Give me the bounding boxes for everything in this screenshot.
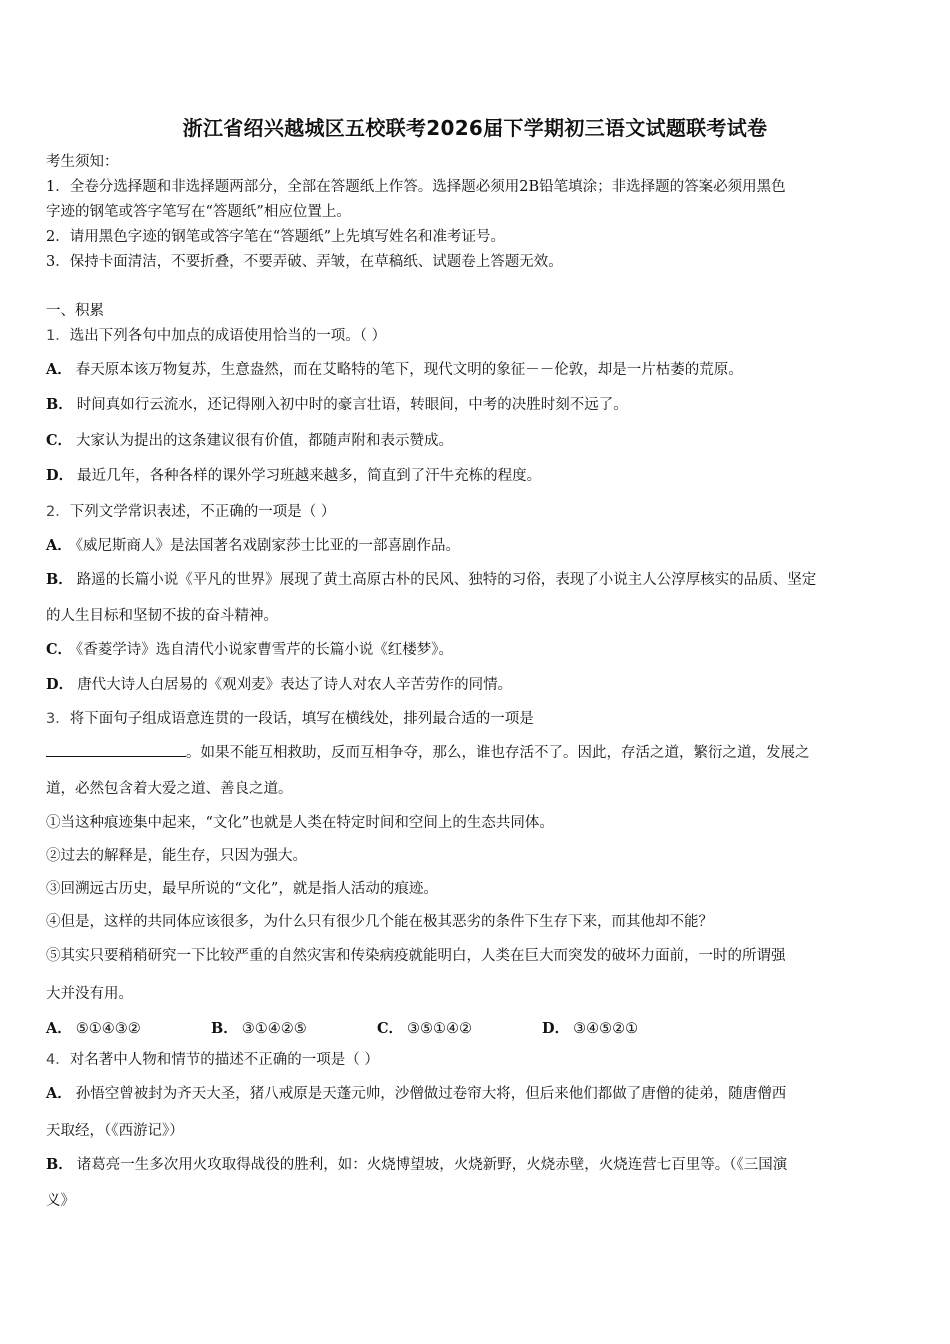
option-letter: B． <box>46 571 73 588</box>
question-2-option-b <box>46 570 908 590</box>
question-2-option-a <box>46 536 908 556</box>
question-text: 选出下列各句中加点的成语使用恰当的一项。（ ） <box>69 328 387 344</box>
notice-heading: 考生须知： <box>46 154 119 170</box>
question-2-option-c <box>46 640 908 660</box>
question-number: 2． <box>46 504 70 520</box>
option-text: 《威尼斯商人》是法国著名戏剧家莎士比亚的一部喜剧作品。 <box>75 538 461 554</box>
question-text: 将下面句子组成语意连贯的一段话，填写在横线处，排列最合适的一项是 <box>69 711 534 727</box>
question-3-passage <box>46 742 908 763</box>
option-text: 诸葛亮一生多次用火攻取得战役的胜利，如：火烧博望坡，火烧新野，火烧赤壁，火烧连营七百里等。（《三国演 <box>76 1157 788 1173</box>
option-text: ⑤①④③② <box>75 1021 141 1037</box>
question-number: 4． <box>46 1052 70 1068</box>
question-3-sentence: ①当这种痕迹集中起来，“文化”也就是人类在特定时间和空间上的生态共同体。 <box>46 815 554 831</box>
option-text: 孙悟空曾被封为齐天大圣，猪八戒原是天蓬元帅，沙僧做过卷帘大将，但后来他们都做了唐僧的徒弟，随唐僧西 <box>75 1086 787 1102</box>
question-4-option-b <box>46 1155 908 1175</box>
question-3-sentence: ⑤其实只要稍稍研究一下比较严重的自然灾害和传染病疫就能明白，人类在巨大而突发的破坏力面前，一时的所谓强 <box>46 948 786 964</box>
option-letter: C． <box>377 1020 404 1037</box>
question-3-stem <box>46 709 908 729</box>
option-text: 路遥的长篇小说《平凡的世界》展现了黄土高原古朴的民风、独特的习俗，表现了小说主人公淳厚核实的品质、坚定 <box>76 572 817 588</box>
question-number: 1． <box>46 328 70 344</box>
question-2-option-d <box>46 675 908 695</box>
option-text: ③⑤①④② <box>407 1021 473 1037</box>
question-1-stem <box>46 326 908 346</box>
option-text: 最近几年，各种各样的课外学习班越来越多，简直到了汗牛充栋的程度。 <box>77 468 542 484</box>
question-number: 3． <box>46 711 70 727</box>
option-letter: D． <box>46 467 74 484</box>
section-heading: 一、积累 <box>46 303 104 319</box>
option-text: 《香菱学诗》选自清代小说家曹雪芹的长篇小说《红楼梦》。 <box>76 642 454 658</box>
question-1-option-c <box>46 431 908 451</box>
question-1-option-b <box>46 395 908 415</box>
question-3-passage-continued: 道，必然包含着大爱之道、善良之道。 <box>46 781 293 797</box>
question-4-option-a <box>46 1084 908 1104</box>
question-text: 下列文学常识表述，不正确的一项是（ ） <box>69 504 336 520</box>
notice-item: 3．保持卡面清洁，不要折叠，不要弄破、弄皱，在草稿纸、试题卷上答题无效。 <box>46 254 563 270</box>
option-letter: B． <box>46 1156 73 1173</box>
question-4-option-b-continued: 义》 <box>46 1193 75 1209</box>
option-text: ③④⑤②① <box>573 1021 639 1037</box>
option-text: 大家认为提出的这条建议很有价值，都随声附和表示赞成。 <box>76 433 454 449</box>
option-letter: A． <box>46 1085 72 1102</box>
choice-a <box>46 1017 141 1038</box>
option-letter: B． <box>46 396 73 413</box>
option-text: 春天原本该万物复苏，生意盎然，而在艾略特的笔下，现代文明的象征－－伦敦，却是一片枯萎的荒原。 <box>75 362 743 378</box>
question-3-sentence: ③回溯远古历史，最早所说的“文化”，就是指人活动的痕迹。 <box>46 881 438 897</box>
question-2-stem <box>46 502 908 522</box>
option-letter: A． <box>46 537 72 554</box>
option-letter: C． <box>46 432 73 449</box>
option-letter: B． <box>211 1020 238 1037</box>
page-title: 浙江省绍兴越城区五校联考2026届下学期初三语文试题联考试卷 <box>182 116 768 140</box>
question-4-option-a-continued: 天取经，（《西游记》） <box>46 1123 184 1139</box>
notice-item: 1．全卷分选择题和非选择题两部分，全部在答题纸上作答。选择题必须用2B铅笔填涂；非选择题的答案必须用黑色 <box>46 179 786 195</box>
question-1-option-a <box>46 360 908 380</box>
notice-item: 字迹的钢笔或答字笔写在“答题纸”相应位置上。 <box>46 204 351 220</box>
question-3-sentence: ④但是，这样的共同体应该很多，为什么只有很少几个能在极其恶劣的条件下生存下来，而其他却不能？ <box>46 914 713 930</box>
option-text: 时间真如行云流水，还记得刚入初中时的豪言壮语，转眼间，中考的决胜时刻不远了。 <box>76 397 628 413</box>
option-letter: D． <box>46 676 74 693</box>
option-letter: C． <box>46 641 73 658</box>
question-4-stem <box>46 1050 908 1070</box>
question-1-option-d <box>46 466 908 486</box>
question-3-sentence-continued: 大并没有用。 <box>46 986 133 1002</box>
question-3-sentence: ②过去的解释是，能生存，只因为强大。 <box>46 848 307 864</box>
notice-item: 2．请用黑色字迹的钢笔或答字笔在“答题纸”上先填写姓名和准考证号。 <box>46 229 506 245</box>
option-letter: A． <box>46 361 72 378</box>
option-text: ③①④②⑤ <box>241 1021 307 1037</box>
passage-text: 。如果不能互相救助，反而互相争夺，那么，谁也存活不了。因此，存活之道，繁衍之道，发展之 <box>186 745 810 761</box>
question-2-option-b-continued: 的人生目标和坚韧不拔的奋斗精神。 <box>46 608 278 624</box>
question-text: 对名著中人物和情节的描述不正确的一项是（ ） <box>69 1052 379 1068</box>
option-letter: A． <box>46 1020 72 1037</box>
choice-c <box>377 1017 472 1038</box>
answer-blank[interactable] <box>46 742 186 757</box>
option-text: 唐代大诗人白居易的《观刈麦》表达了诗人对农人辛苦劳作的同情。 <box>77 677 513 693</box>
choice-b <box>211 1017 307 1038</box>
choice-d <box>542 1017 638 1038</box>
option-letter: D． <box>542 1020 570 1037</box>
